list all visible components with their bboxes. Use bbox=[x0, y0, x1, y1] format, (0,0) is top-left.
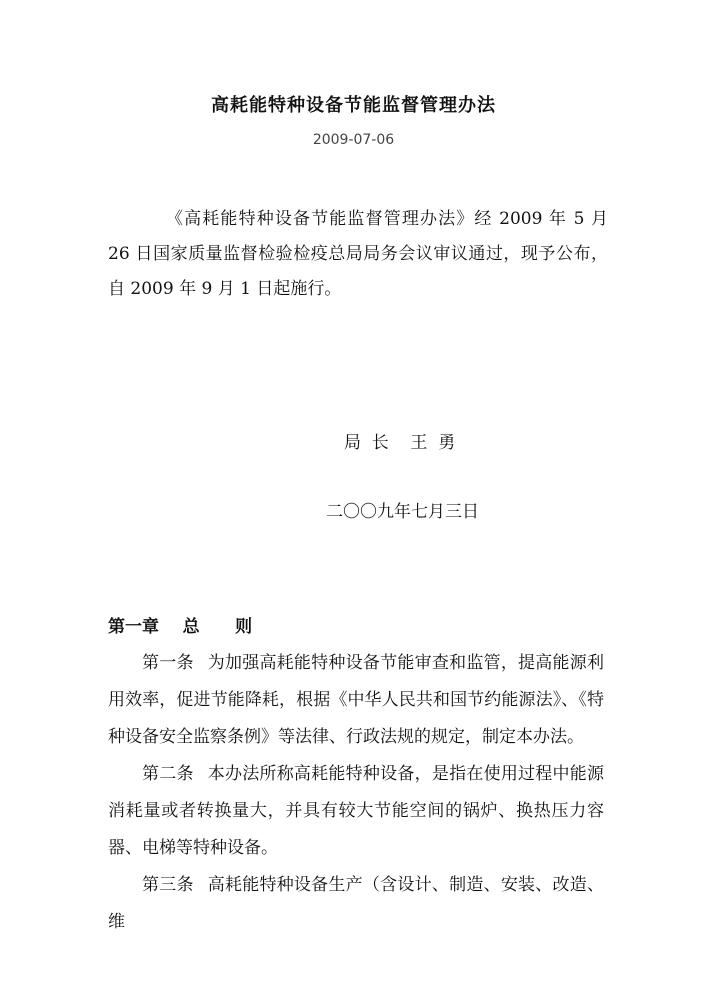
article-2 bbox=[108, 756, 604, 867]
signatory-title: 局 长 王 勇 bbox=[344, 433, 456, 453]
chapter-heading: 第一章 总 则 bbox=[108, 617, 253, 637]
signature-date: 二〇〇九年七月三日 bbox=[326, 502, 479, 522]
article-2-text: 本办法所称高耗能特种设备，是指在使用过程中能源消耗量或者转换量大，并具有较大节能空间的锅炉、换热压力容器、电梯等特种设备。 bbox=[108, 764, 605, 858]
articles-section bbox=[108, 645, 604, 941]
document-title: 高耗能特种设备节能监督管理办法 bbox=[211, 95, 496, 116]
article-3-head: 第三条 bbox=[142, 875, 194, 895]
intro-paragraph: 《高耗能特种设备节能监督管理办法》经 2009 年 5 月 26 日国家质量监督检验检疫总局局务会议审议通过，现予公布，自 2009 年 9 月 1 日起施行。 bbox=[108, 209, 608, 299]
article-2-head: 第二条 bbox=[142, 764, 194, 784]
publish-date: 2009-07-06 bbox=[312, 132, 395, 148]
article-1 bbox=[108, 645, 604, 756]
article-1-head: 第一条 bbox=[142, 653, 194, 673]
article-1-text: 为加强高耗能特种设备节能审查和监管，提高能源利用效率，促进节能降耗，根据《中华人民共和国节约能源法》、《特种设备安全监察条例》等法律、行政法规的规定，制定本办法。 bbox=[108, 653, 605, 747]
article-3 bbox=[108, 867, 604, 941]
article-3-text: 高耗能特种设备生产（含设计、制造、安装、改造、维 bbox=[108, 875, 605, 932]
